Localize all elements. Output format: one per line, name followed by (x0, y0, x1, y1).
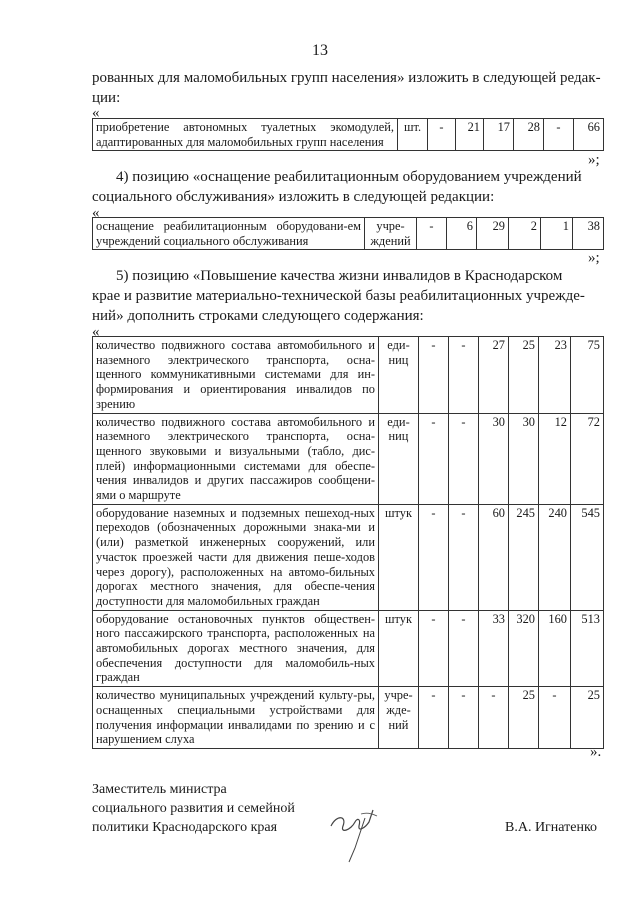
row-description: количество подвижного состава автомобильного и наземного электрического транспорта, осна-щенного коммуникативными системами для ин-формирования и ориентирования инвалидов по зрению (93, 337, 379, 414)
row-value: - (419, 610, 449, 687)
table-rehab-equipment (92, 217, 604, 250)
row-value: - (449, 504, 479, 610)
row-unit: штук (379, 610, 419, 687)
row-value: 320 (509, 610, 539, 687)
quote-close-final: ». (590, 744, 602, 760)
row-unit: шт. (398, 119, 428, 151)
row-value: 17 (484, 119, 514, 151)
row-description: количество подвижного состава автомобильного и наземного электрического транспорта, осна-щенного звуковыми и визуальными (табло, дис-плей) информационными системами для обеспе-чения инвалидов и других пассажиров сообщени-ями о маршруте (93, 413, 379, 504)
row-value: 30 (479, 413, 509, 504)
table-toilet-modules (92, 118, 604, 151)
signature-title-line-3: политики Краснодарского края (92, 820, 278, 835)
signature-title-line-2: социального развития и семейной (92, 801, 295, 816)
row-value: 30 (509, 413, 539, 504)
row-value: 60 (479, 504, 509, 610)
row-description: приобретение автономных туалетных экомодулей, адаптированных для маломобильных групп населения (93, 119, 398, 151)
row-value: 240 (539, 504, 571, 610)
para5-line-1: 5) позицию «Повышение качества жизни инвалидов в Краснодарском (116, 268, 563, 284)
quote-open-3: « (92, 324, 100, 340)
row-value: 38 (573, 218, 604, 250)
row-value: 2 (509, 218, 541, 250)
row-unit: учре-ждений (365, 218, 417, 250)
row-value: 23 (539, 337, 571, 414)
row-value: - (419, 337, 449, 414)
row-value: - (428, 119, 456, 151)
quote-open-1: « (92, 105, 100, 121)
intro-line-1: рованных для маломобильных групп населения» изложить в следующей редак- (92, 70, 601, 86)
row-unit: учре-жде-ний (379, 687, 419, 749)
row-value: 66 (574, 119, 604, 151)
row-value: 27 (479, 337, 509, 414)
row-value: - (479, 687, 509, 749)
para5-line-2: крае и развитие материально-технической базы реабилитационных учрежде- (92, 288, 585, 304)
row-value: 28 (514, 119, 544, 151)
row-value: 513 (571, 610, 604, 687)
row-value: - (449, 610, 479, 687)
row-value: - (449, 687, 479, 749)
table-row (93, 218, 604, 250)
signature-title-line-1: Заместитель министра (92, 782, 227, 797)
table-row (93, 337, 604, 414)
quote-close-1: »; (588, 152, 600, 168)
page-number: 13 (312, 42, 328, 59)
row-value: - (417, 218, 447, 250)
row-description: количество муниципальных учреждений культу-ры, оснащенных специальными устройствами для получения информации инвалидами по зрению и с нарушением слуха (93, 687, 379, 749)
para5-line-3: ний» дополнить строками следующего содержания: (92, 308, 424, 324)
row-value: - (419, 504, 449, 610)
row-description: оборудование наземных и подземных пешеход-ных переходов (обозначенных дорожными знака-ми и (или) разметкой инженерных сооружений, или участок проезжей части для движения пеше-ходов через дорогу), расположенных на автомо-бильных дорогах местного значения, для обеспе-чения доступности для маломобильных граждан (93, 504, 379, 610)
row-unit: еди-ниц (379, 337, 419, 414)
row-value: - (419, 687, 449, 749)
signatory-name: В.А. Игнатенко (505, 820, 598, 835)
table-row (93, 610, 604, 687)
row-value: - (449, 337, 479, 414)
quote-open-2: « (92, 205, 100, 221)
table-row (93, 413, 604, 504)
intro-line-2: ции: (92, 90, 121, 106)
row-value: - (449, 413, 479, 504)
row-value: 21 (456, 119, 484, 151)
row-value: - (539, 687, 571, 749)
row-value: 12 (539, 413, 571, 504)
row-value: 245 (509, 504, 539, 610)
row-value: 160 (539, 610, 571, 687)
para4-line-2: социального обслуживания» изложить в следующей редакции: (92, 189, 495, 205)
row-unit: еди-ниц (379, 413, 419, 504)
row-value: 25 (509, 337, 539, 414)
table-row (93, 504, 604, 610)
row-description: оборудование остановочных пунктов обществен-ного пассажирского транспорта, расположенных на автомобильных дорогах местного значения, для обеспечения доступности для маломобиль-ных граждан (93, 610, 379, 687)
row-value: - (544, 119, 574, 151)
table-row (93, 687, 604, 749)
row-value: 72 (571, 413, 604, 504)
table-accessibility-indicators (92, 336, 604, 749)
row-value: 25 (509, 687, 539, 749)
para4-line-1: 4) позицию «оснащение реабилитационным оборудованием учреждений (116, 169, 582, 185)
row-value: 545 (571, 504, 604, 610)
row-value: 1 (541, 218, 573, 250)
handwritten-signature (325, 796, 385, 866)
row-value: 29 (477, 218, 509, 250)
row-value: 33 (479, 610, 509, 687)
table-row (93, 119, 604, 151)
quote-close-2: »; (588, 250, 600, 266)
row-unit: штук (379, 504, 419, 610)
row-value: 75 (571, 337, 604, 414)
row-value: - (419, 413, 449, 504)
row-value: 6 (447, 218, 477, 250)
row-value: 25 (571, 687, 604, 749)
row-description: оснащение реабилитационным оборудовани-ем учреждений социального обслуживания (93, 218, 365, 250)
